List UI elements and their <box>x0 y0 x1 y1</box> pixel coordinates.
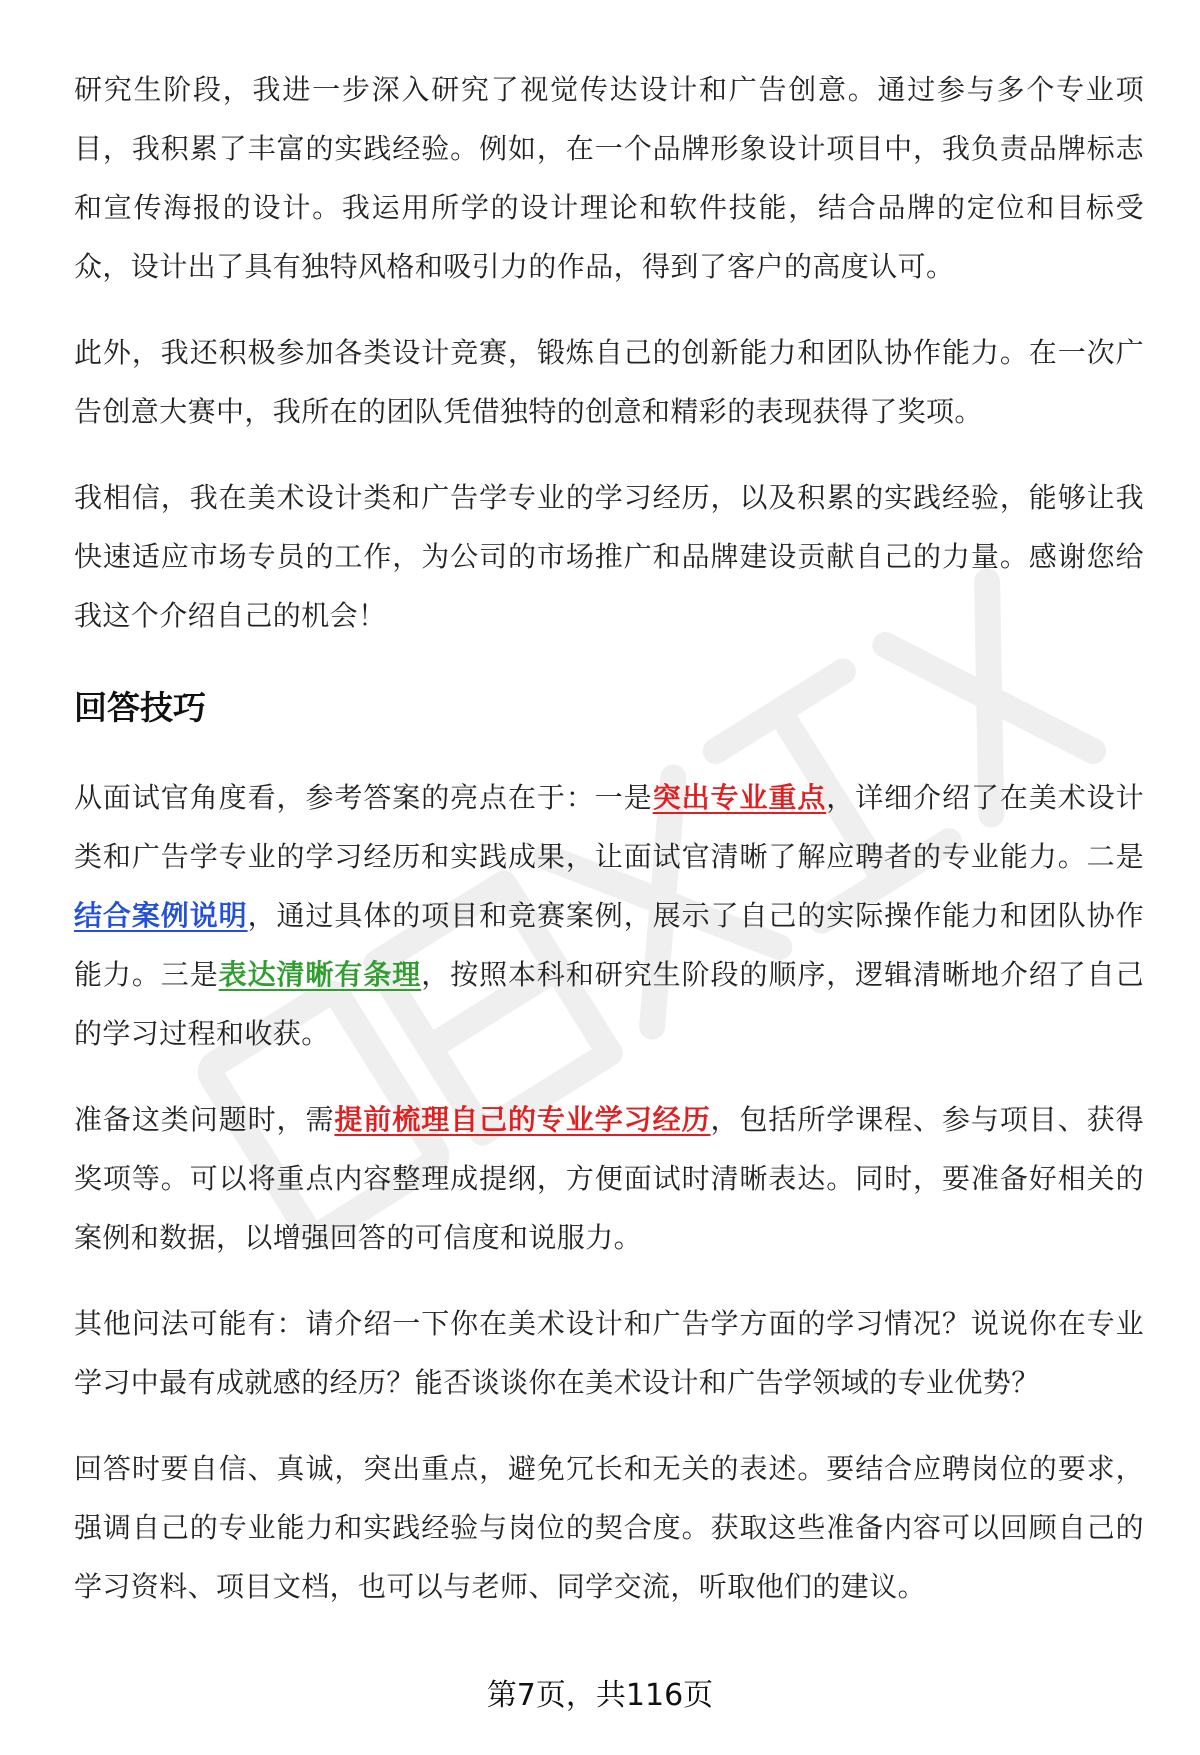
paragraph-tips-preparation <box>74 1090 1144 1267</box>
tips-text: 准备这类问题时，需 <box>74 1103 335 1136</box>
tips-text: ，按照本科和研究生阶段的顺序，逻辑清晰地介绍了自己的学习过程和收获。 <box>74 958 1144 1050</box>
paragraph-conclusion: 我相信，我在美术设计类和广告学专业的学习经历，以及积累的实践经验，能够让我快速适应市场专员的工作，为公司的市场推广和品牌建设贡献自己的力量。感谢您给我这个介绍自己的机会！ <box>74 481 1144 632</box>
highlight-case-examples: 结合案例说明 <box>74 899 248 932</box>
document-body <box>74 60 1144 1643</box>
highlight-clear-expression: 表达清晰有条理 <box>218 958 422 991</box>
paragraph-tips-highlights <box>74 768 1144 1063</box>
paragraph-tips-attitude: 回答时要自信、真诚，突出重点，避免冗长和无关的表述。要结合应聘岗位的要求，强调自己的专业能力和实践经验与岗位的契合度。获取这些准备内容可以回顾自己的学习资料、项目文档，也可以与老师、同学交流，听取他们的建议。 <box>74 1452 1144 1603</box>
paragraph-graduate-stage: 研究生阶段，我进一步深入研究了视觉传达设计和广告创意。通过参与多个专业项目，我积累了丰富的实践经验。例如，在一个品牌形象设计项目中，我负责品牌标志和宣传海报的设计。我运用所学的设计理论和软件技能，结合品牌的定位和目标受众，设计出了具有独特风格和吸引力的作品，得到了客户的高度认可。 <box>74 73 1144 283</box>
highlight-professional-focus: 突出专业重点 <box>652 781 827 814</box>
page-number: 第7页，共116页 <box>486 1678 714 1713</box>
tips-text: ，通过具体的项目和竞赛案例，展示了自己的实际操作能力和团队协作能力。三是 <box>74 899 1145 991</box>
section-title-answer-tips: 回答技巧 <box>74 688 206 727</box>
paragraph-competitions: 此外，我还积极参加各类设计竞赛，锻炼自己的创新能力和团队协作能力。在一次广告创意大赛中，我所在的团队凭借独特的创意和精彩的表现获得了奖项。 <box>74 336 1144 428</box>
highlight-sort-experience: 提前梳理自己的专业学习经历 <box>334 1103 711 1136</box>
tips-text: ，包括所学课程、参与项目、获得奖项等。可以将重点内容整理成提纲，方便面试时清晰表达。同时，要准备好相关的案例和数据，以增强回答的可信度和说服力。 <box>74 1103 1144 1254</box>
tips-text: ，详细介绍了在美术设计类和广告学专业的学习经历和实践成果，让面试官清晰了解应聘者的专业能力。二是 <box>74 781 1144 873</box>
tips-text: 从面试官角度看，参考答案的亮点在于：一是 <box>74 781 653 814</box>
paragraph-tips-other-questions: 其他问法可能有：请介绍一下你在美术设计和广告学方面的学习情况？说说你在专业学习中最有成就感的经历？能否谈谈你在美术设计和广告学领域的专业优势？ <box>74 1307 1144 1399</box>
